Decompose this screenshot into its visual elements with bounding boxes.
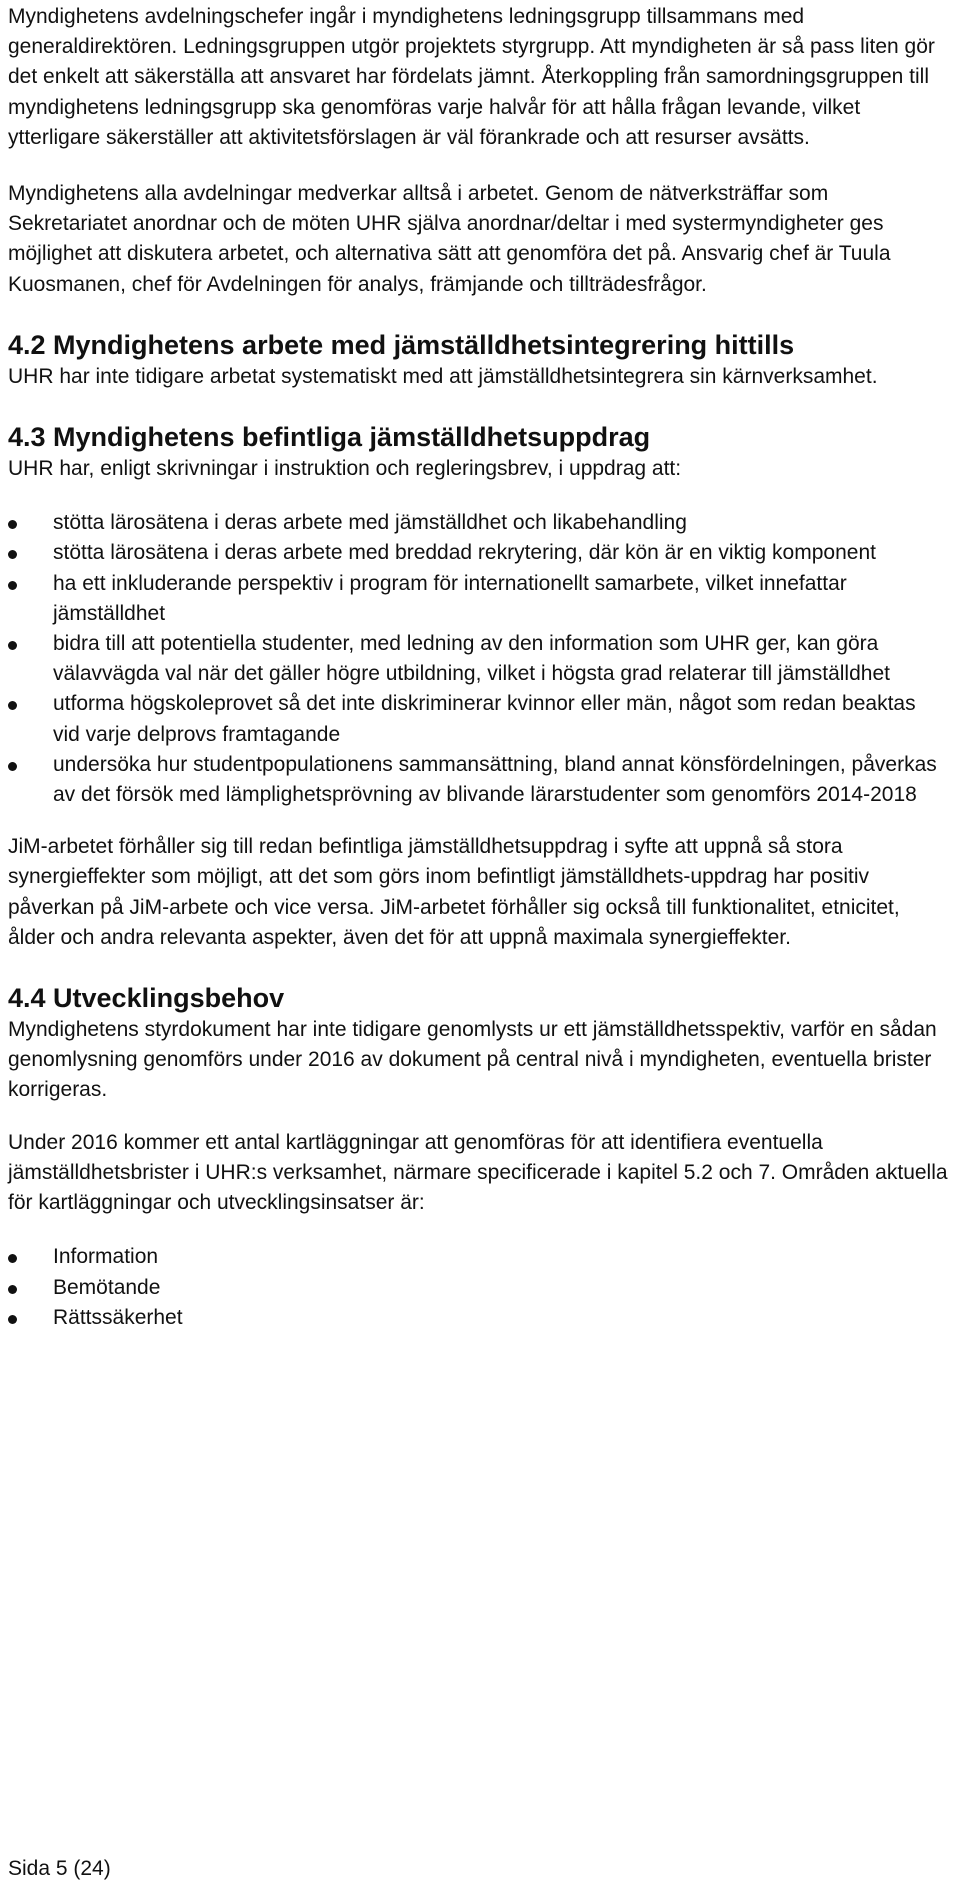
list-item-text: Bemötande (53, 1275, 161, 1299)
document-page (8, 0, 948, 1333)
heading-4-2: 4.2 Myndighetens arbete med jämställdhetsintegrering hittills (8, 329, 795, 360)
list-item-text: Information (53, 1245, 159, 1269)
bullet-icon (8, 641, 17, 650)
list-item (8, 538, 948, 568)
list-item (8, 1273, 948, 1303)
areas-list (8, 1242, 948, 1333)
bullet-icon (8, 1254, 17, 1263)
paragraph-leadership: Myndighetens avdelningschefer ingår i myndighetens ledningsgrupp tillsammans med generaldirektören. Ledningsgruppen utgör projektets styrgrupp. Att myndigheten är så pass liten gör det enkelt att säkerställa att ansvaret har fördelats jämnt. Återkoppling från samordningsgruppen till myndighetens ledningsgrupp ska genomföras varje halvår för att hålla frågan levande, vilket ytterligare säkerställer att aktivitetsförslagen är väl förankrade och att resurser avsätts. (8, 5, 935, 149)
paragraph-4-3-intro: UHR har, enligt skrivningar i instruktion och regleringsbrev, i uppdrag att: (8, 457, 682, 481)
paragraph-4-2-body: UHR har inte tidigare arbetat systematiskt med att jämställdhetsintegrera sin kärnverksamhet. (8, 364, 878, 388)
list-item-text: Rättssäkerhet (53, 1305, 183, 1329)
paragraph-4-4-kartlaggningar: Under 2016 kommer ett antal kartläggningar att genomföras för att identifiera eventuella jämställdhetsbrister i UHR:s verksamhet, närmare specificerade i kapitel 5.2 och 7. Områden aktuella för kartläggningar och utvecklingsinsatser är: (8, 1130, 948, 1215)
list-item-text: stötta lärosätena i deras arbete med jämställdhet och likabehandling (53, 511, 687, 535)
list-item (8, 629, 948, 689)
bullet-icon (8, 581, 17, 590)
bullet-icon (8, 520, 17, 529)
list-item-text: stötta lärosätena i deras arbete med breddad rekrytering, där kön är en viktig komponent (53, 541, 876, 565)
heading-4-3: 4.3 Myndighetens befintliga jämställdhetsuppdrag (8, 422, 651, 453)
bullet-icon (8, 1315, 17, 1324)
bullet-icon (8, 550, 17, 559)
list-item (8, 1303, 948, 1333)
paragraph-departments: Myndighetens alla avdelningar medverkar alltså i arbetet. Genom de nätverksträffar som Sekretariatet anordnar och de möten UHR själva anordnar/deltar i med systermyndigheter ges möjlighet att diskutera arbetet, och alternativa sätt att genomföra det på. Ansvarig chef är Tuula Kuosmanen, chef för Avdelningen för analys, främjande och tillträdesfrågor. (8, 182, 891, 296)
paragraph-4-4-styrdokument: Myndighetens styrdokument har inte tidigare genomlysts ur ett jämställdhetsspektiv, varför en sådan genomlysning genomförs under 2016 av dokument på central nivå i myndigheten, eventuella brister korrigeras. (8, 1018, 937, 1102)
bullet-icon (8, 701, 17, 710)
list-item (8, 750, 948, 810)
list-item (8, 1242, 948, 1272)
bullet-icon (8, 1285, 17, 1294)
assignment-list (8, 508, 948, 810)
list-item-text: bidra till att potentiella studenter, med ledning av den information som UHR ger, kan göra välavvägda val när det gäller högre utbildning, vilket i högsta grad relaterar till jämställdhet (53, 632, 890, 686)
list-item (8, 569, 948, 629)
paragraph-4-3-closing: JiM-arbetet förhåller sig till redan befintliga jämställdhetsuppdrag i syfte att uppnå så stora synergieffekter som möjligt, att det som görs inom befintligt jämställdhets-uppdrag har positiv påverkan på JiM-arbete och vice versa. JiM-arbetet förhåller sig också till funktionalitet, etnicitet, ålder och andra relevanta aspekter, även det för att uppnå maximala synergieffekter. (8, 835, 900, 949)
list-item (8, 689, 948, 749)
list-item (8, 508, 948, 538)
list-item-text: utforma högskoleprovet så det inte diskriminerar kvinnor eller män, något som redan beaktas vid varje delprovs framtagande (53, 692, 916, 746)
heading-4-4: 4.4 Utvecklingsbehov (8, 983, 285, 1014)
bullet-icon (8, 762, 17, 771)
list-item-text: undersöka hur studentpopulationens sammansättning, bland annat könsfördelningen, påverkas av det försök med lämplighetsprövning av blivande lärarstudenter som genomförs 2014-2018 (53, 752, 937, 807)
page-number: Sida 5 (24) (8, 1857, 111, 1880)
list-item-text: ha ett inkluderande perspektiv i program för internationellt samarbete, vilket innefattar jämställdhet (53, 571, 847, 625)
